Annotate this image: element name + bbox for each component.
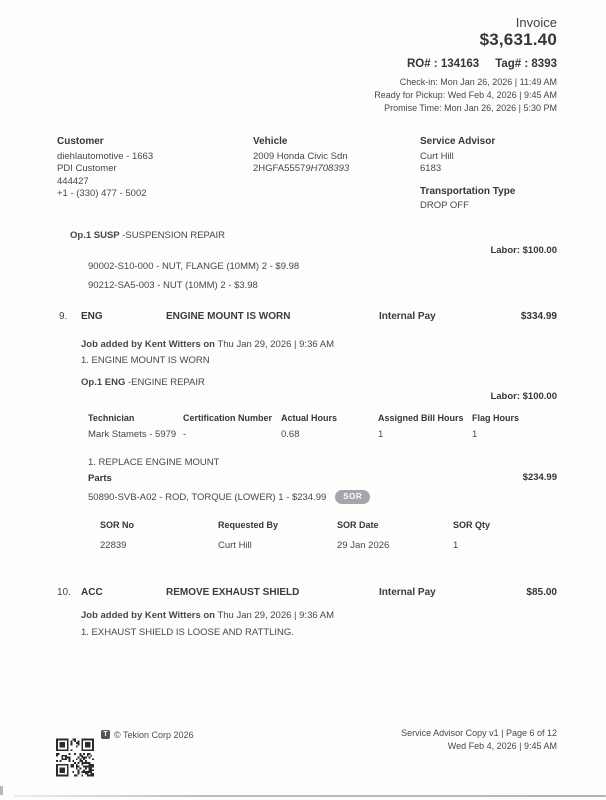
tech-col-header: Technician [88, 413, 135, 423]
tech-cell-actual-hours: 0.68 [281, 429, 300, 440]
op-susp-part-line: 90212-SA5-003 - NUT (10MM) 2 - $3.98 [88, 280, 258, 291]
tech-cell-flag-hours: 1 [472, 429, 478, 440]
advisor-heading: Service Advisor [420, 136, 496, 147]
job9-pay-type: Internal Pay [379, 311, 436, 322]
tech-cell-technician: Mark Stamets - 5979 [88, 429, 177, 440]
sor-col-header: SOR No [100, 520, 135, 530]
sor-table [100, 520, 556, 551]
customer-type: PDI Customer [57, 163, 117, 175]
sor-col-header: Requested By [218, 520, 279, 530]
job9-concern: 1. ENGINE MOUNT IS WORN [81, 355, 210, 366]
tech-col-header: Assigned Bill Hours [378, 413, 464, 423]
job9-opcode: ENG [81, 311, 103, 322]
vehicle-vin: 2HGFA55579H708393 [253, 163, 350, 175]
technician-table [88, 413, 556, 440]
customer-block [57, 136, 242, 201]
sor-cell-number: 22839 [100, 540, 127, 551]
tech-col-header: Flag Hours [472, 413, 520, 423]
sor-cell-qty: 1 [453, 540, 459, 551]
job9-op-title: Op.1 ENG -ENGINE REPAIR [81, 377, 205, 388]
vehicle-heading: Vehicle [253, 136, 288, 147]
print-date-line: Wed Feb 4, 2026 | 9:45 AM [447, 741, 557, 751]
sor-cell-requested-by: Curt Hill [218, 540, 252, 551]
transportation-heading: Transportation Type [420, 185, 516, 197]
sor-badge: SOR [335, 490, 370, 504]
op-susp-title: Op.1 SUSP -SUSPENSION REPAIR [70, 230, 226, 241]
copyright-text: © Tekion Corp 2026 [114, 730, 194, 740]
promise-time: Promise Time: Mon Jan 26, 2026 | 5:30 PM [384, 103, 557, 113]
tekion-logo-icon: T [101, 730, 110, 739]
job10-amount: $85.00 [526, 587, 557, 598]
customer-number: 444427 [57, 175, 89, 187]
job9-added-by: Job added by Kent Witters on Thu Jan 29, 2026 | 9:36 AM [81, 339, 334, 350]
job9-number: 9. [59, 311, 68, 322]
customer-name: diehlautomotive - 1663 [57, 150, 154, 162]
job9-title: ENGINE MOUNT IS WORN [166, 311, 291, 322]
customer-heading: Customer [57, 136, 104, 147]
advisor-name: Curt Hill [420, 150, 454, 162]
op-susp-labor-amount: Labor: $100.00 [490, 245, 557, 256]
tech-col-header: Certification Number [183, 413, 273, 423]
sor-col-header: SOR Qty [453, 520, 491, 530]
job9-correction: 1. REPLACE ENGINE MOUNT [88, 457, 220, 468]
advisor-number: 6183 [420, 163, 442, 175]
invoice-total-amount: $3,631.40 [479, 30, 557, 49]
vehicle-block [253, 136, 433, 176]
tech-cell-assigned-hours: 1 [378, 429, 384, 440]
ro-number: RO# : 134163 [406, 58, 480, 70]
job9-parts-label: Parts [88, 473, 112, 484]
sor-cell-date: 29 Jan 2026 [337, 540, 390, 551]
ro-tag-line [407, 58, 557, 70]
scan-bottom-edge [14, 795, 606, 797]
vehicle-model: 2009 Honda Civic Sdn [253, 150, 348, 162]
invoice-label: Invoice [515, 15, 557, 30]
transportation-value: DROP OFF [420, 200, 469, 212]
job9-amount: $334.99 [520, 311, 557, 322]
scan-corner-mark [0, 786, 3, 795]
service-advisor-block [420, 136, 580, 213]
copy-page-line: Service Advisor Copy v1 | Page 6 of 12 [401, 728, 557, 738]
job9-part-line: 50890-SVB-A02 - ROD, TORQUE (LOWER) 1 - $234.99 SOR [88, 490, 370, 504]
ready-for-pickup-time: Ready for Pickup: Wed Feb 4, 2026 | 9:45 AM [374, 90, 557, 100]
tag-number: Tag# : 8393 [495, 58, 557, 70]
qr-code [56, 737, 94, 778]
op-susp-part-line: 90002-S10-000 - NUT, FLANGE (10MM) 2 - $9.98 [88, 261, 300, 272]
sor-col-header: SOR Date [337, 520, 379, 530]
job9-labor-amount: Labor: $100.00 [490, 391, 557, 402]
job10-opcode: ACC [81, 587, 103, 598]
checkin-time: Check-in: Mon Jan 26, 2026 | 11:49 AM [399, 77, 557, 87]
job10-added-by: Job added by Kent Witters on Thu Jan 29, 2026 | 9:36 AM [81, 610, 334, 621]
customer-phone: +1 - (330) 477 - 5002 [57, 188, 147, 200]
job10-title: REMOVE EXHAUST SHIELD [166, 587, 300, 598]
tech-col-header: Actual Hours [281, 413, 338, 423]
job10-concern: 1. EXHAUST SHIELD IS LOOSE AND RATTLING. [81, 627, 294, 638]
job10-pay-type: Internal Pay [379, 587, 436, 598]
job10-number: 10. [57, 587, 71, 598]
job9-parts-amount: $234.99 [522, 472, 557, 483]
tech-cell-certification: - [183, 429, 187, 440]
